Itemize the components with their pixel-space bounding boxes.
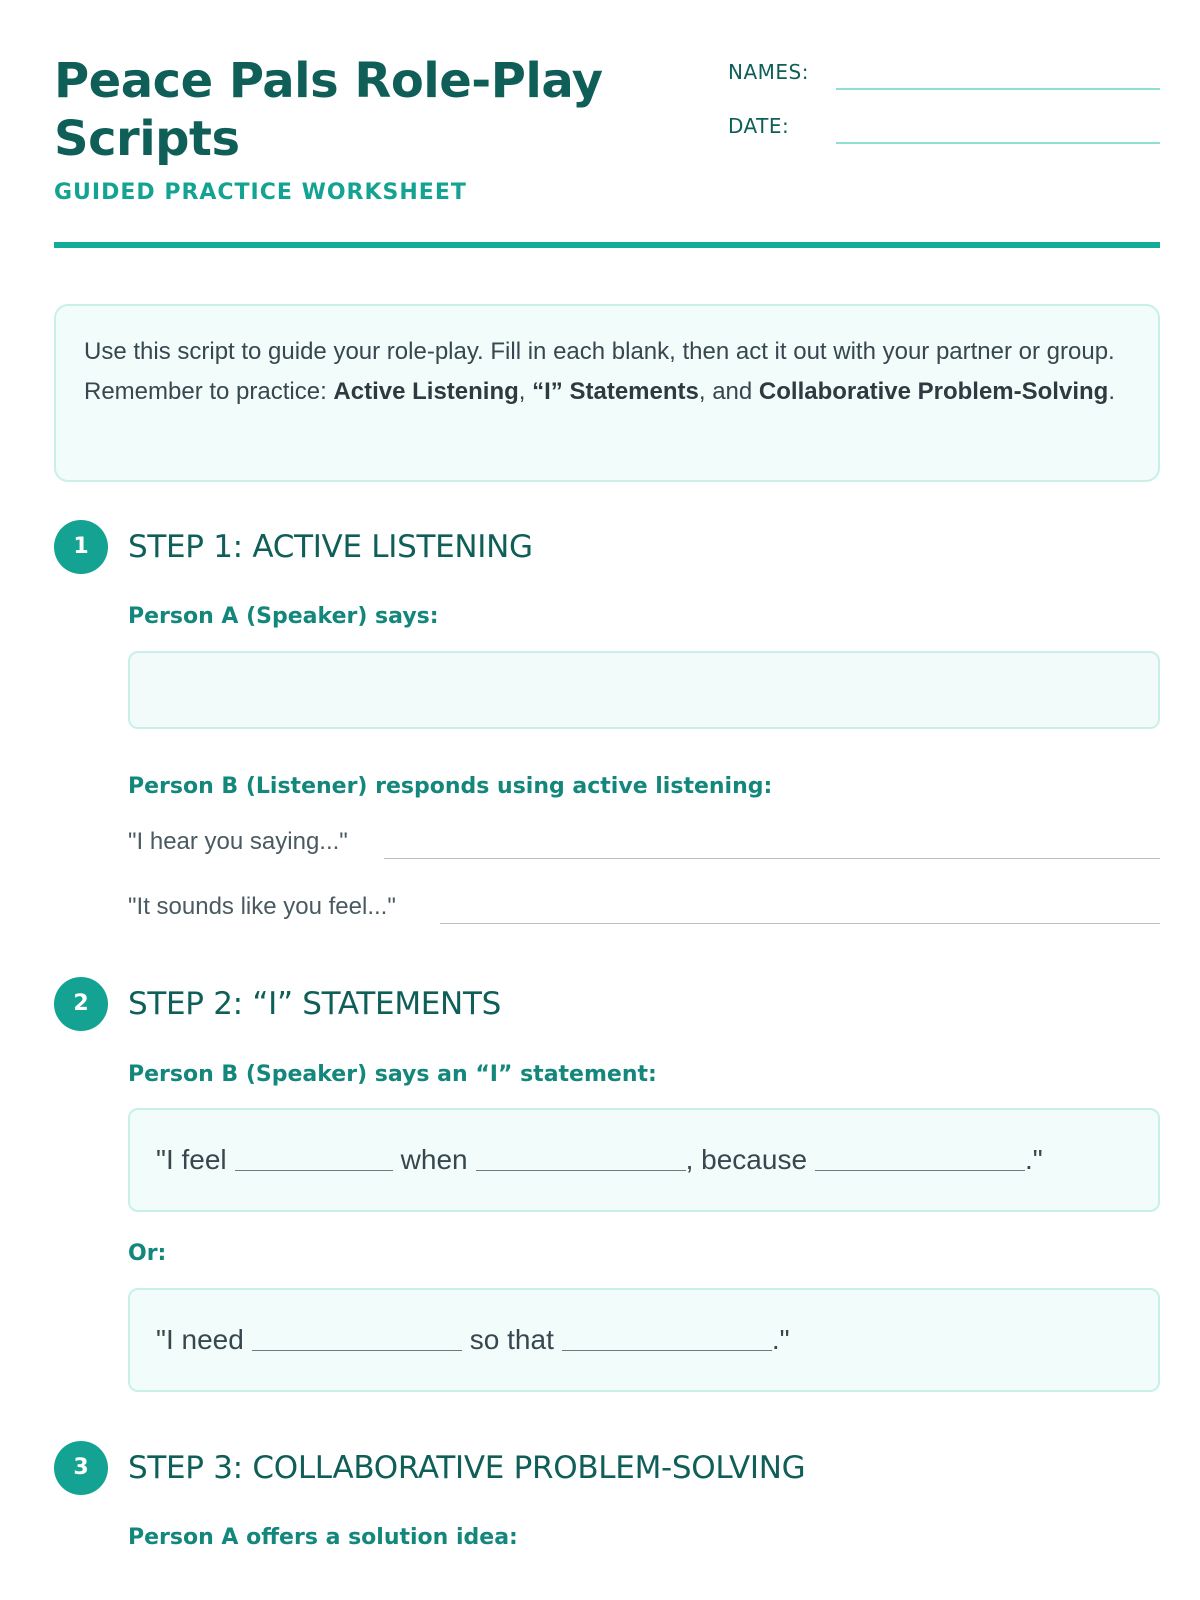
frame-text: so that (469, 1324, 554, 1355)
page-title: Peace Pals Role-Play Scripts (54, 53, 603, 167)
step-number-badge: 2 (54, 977, 108, 1031)
worksheet-header (54, 52, 1160, 252)
speaker-label: Person A (Speaker) says: (128, 604, 439, 629)
i-need-frame (128, 1288, 1160, 1392)
step-2-header (54, 977, 1160, 1031)
instructions-separator: , and (698, 378, 759, 405)
i-statement-label: Person B (Speaker) says an “I” statement: (128, 1062, 657, 1087)
frame-text: ." (1025, 1144, 1043, 1175)
names-row (728, 58, 1160, 112)
step-title: STEP 1: ACTIVE LISTENING (128, 529, 533, 565)
header-divider (54, 242, 1160, 248)
frame-text: when (400, 1144, 468, 1175)
worksheet-page (54, 0, 1160, 1600)
date-field[interactable] (836, 142, 1160, 144)
feeling-response-line[interactable] (440, 923, 1160, 924)
skill-active-listening: Active Listening (333, 378, 519, 405)
reason-blank[interactable] (815, 1149, 1025, 1171)
step-number-badge: 1 (54, 520, 108, 574)
skill-i-statements: “I” Statements (532, 378, 699, 405)
frame-text: ." (771, 1324, 790, 1355)
listener-prompt-row (128, 822, 1160, 862)
or-label: Or: (128, 1241, 167, 1266)
listener-label: Person B (Listener) responds using active listening: (128, 774, 773, 799)
names-field[interactable] (836, 88, 1160, 90)
instructions-end: . (1108, 378, 1115, 405)
feeling-prompt-text: "It sounds like you feel..." (128, 893, 396, 920)
instructions-text: Use this script to guide your role-play. Fill in each blank, then act it out with your partner or group. Remember to practice: (84, 338, 1115, 405)
instructions-box (54, 304, 1160, 482)
listener-response-line[interactable] (384, 858, 1160, 859)
date-label: DATE: (728, 114, 790, 138)
outcome-blank[interactable] (562, 1329, 772, 1351)
step-number-badge: 3 (54, 1441, 108, 1495)
date-row (728, 112, 1160, 166)
skill-problem-solving: Collaborative Problem-Solving (758, 378, 1109, 405)
student-info (728, 58, 1160, 166)
step-3-header (54, 1441, 1160, 1495)
instructions-separator: , (518, 378, 533, 405)
speaker-answer-box[interactable] (128, 651, 1160, 729)
need-blank[interactable] (252, 1329, 462, 1351)
page-subtitle: GUIDED PRACTICE WORKSHEET (54, 180, 467, 205)
step-1-header (54, 520, 1160, 574)
names-label: NAMES: (728, 60, 809, 84)
feeling-prompt-row (128, 887, 1160, 927)
feeling-blank[interactable] (235, 1149, 393, 1171)
frame-text: "I need (156, 1324, 244, 1355)
situation-blank[interactable] (476, 1149, 686, 1171)
listener-prompt-text: "I hear you saying..." (128, 828, 348, 855)
i-feel-frame (128, 1108, 1160, 1212)
frame-text: "I feel (156, 1144, 227, 1175)
step-title: STEP 2: “I” STATEMENTS (128, 986, 501, 1022)
frame-text: , because (685, 1144, 808, 1175)
step-title: STEP 3: COLLABORATIVE PROBLEM-SOLVING (128, 1450, 806, 1486)
solution-label: Person A offers a solution idea: (128, 1525, 518, 1550)
